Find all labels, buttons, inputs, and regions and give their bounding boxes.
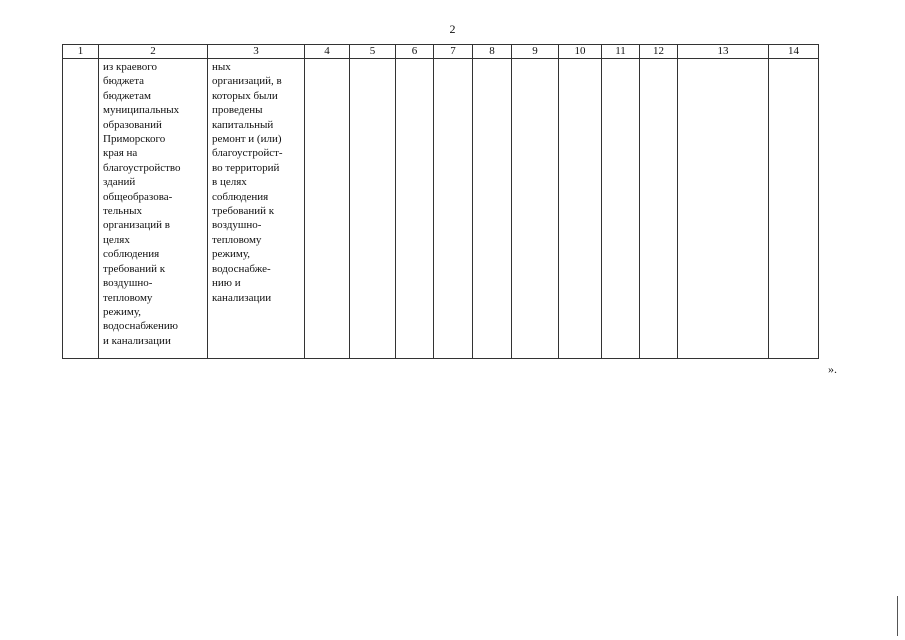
scan-edge-mark (897, 596, 898, 636)
cell-line: бюджета (103, 75, 145, 88)
cell-line: края на (103, 147, 138, 160)
cell-line: благоустройство (103, 161, 181, 174)
cell-col-1 (63, 59, 99, 359)
cell-line: и канализации (103, 334, 171, 347)
cell-line: ных (212, 61, 231, 73)
cell-col-4 (305, 59, 350, 359)
cell-line: организаций, в (212, 75, 282, 88)
cell-col-13 (678, 59, 769, 359)
cell-col-14 (769, 59, 819, 359)
cell-line: проведены (212, 104, 263, 117)
cell-line: муниципальных (103, 104, 180, 117)
column-header-14: 14 (769, 45, 819, 59)
cell-line: капитальный (212, 118, 274, 131)
cell-col-9 (512, 59, 559, 359)
column-header-5: 5 (350, 45, 396, 59)
column-header-10: 10 (559, 45, 602, 59)
data-table (62, 44, 819, 359)
cell-col-12 (640, 59, 678, 359)
cell-col-3-text (212, 60, 302, 305)
column-header-1: 1 (63, 45, 99, 59)
column-header-13: 13 (678, 45, 769, 59)
cell-line: воздушно- (212, 219, 262, 232)
cell-col-6 (396, 59, 434, 359)
cell-col-2 (99, 59, 208, 359)
cell-line: в целях (212, 176, 247, 189)
cell-line: целях (103, 233, 130, 246)
cell-line: тельных (103, 205, 142, 218)
column-header-4: 4 (305, 45, 350, 59)
cell-line: которых были (212, 89, 278, 102)
table-row (63, 59, 819, 359)
column-header-2: 2 (99, 45, 208, 59)
cell-line: бюджетам (103, 89, 151, 102)
cell-line: требований к (103, 262, 166, 275)
cell-line: водоснабже- (212, 262, 271, 275)
cell-line: воздушно- (103, 277, 153, 290)
cell-line: благоустройст- (212, 147, 283, 160)
header-row (63, 45, 819, 59)
column-header-9: 9 (512, 45, 559, 59)
cell-line: водоснабжению (103, 320, 178, 333)
closing-quote: ». (828, 362, 837, 376)
cell-line: нию и (212, 277, 241, 290)
cell-line: требований к (212, 205, 275, 218)
column-header-11: 11 (602, 45, 640, 59)
cell-line: тепловому (212, 233, 262, 246)
cell-line: тепловому (103, 291, 153, 304)
column-header-12: 12 (640, 45, 678, 59)
cell-col-3 (208, 59, 305, 359)
cell-line: соблюдения (212, 190, 269, 203)
cell-line: канализации (212, 291, 272, 304)
cell-line: организаций в (103, 219, 170, 232)
cell-line: соблюдения (103, 248, 160, 261)
cell-col-7 (434, 59, 473, 359)
column-header-7: 7 (434, 45, 473, 59)
cell-line: общеобразова- (103, 190, 173, 203)
cell-col-5 (350, 59, 396, 359)
cell-line: режиму, (103, 305, 141, 318)
column-header-3: 3 (208, 45, 305, 59)
cell-col-11 (602, 59, 640, 359)
cell-line: режиму, (212, 248, 250, 261)
cell-line: образований (103, 118, 162, 131)
column-header-6: 6 (396, 45, 434, 59)
column-header-8: 8 (473, 45, 512, 59)
cell-line: из краевого (103, 61, 157, 73)
page-number: 2 (449, 22, 456, 36)
cell-line: во территорий (212, 161, 280, 174)
cell-line: зданий (103, 176, 136, 189)
cell-col-10 (559, 59, 602, 359)
cell-col-8 (473, 59, 512, 359)
cell-line: ремонт и (или) (212, 133, 282, 146)
cell-col-2-text (103, 60, 205, 348)
cell-line: Приморского (103, 133, 166, 146)
